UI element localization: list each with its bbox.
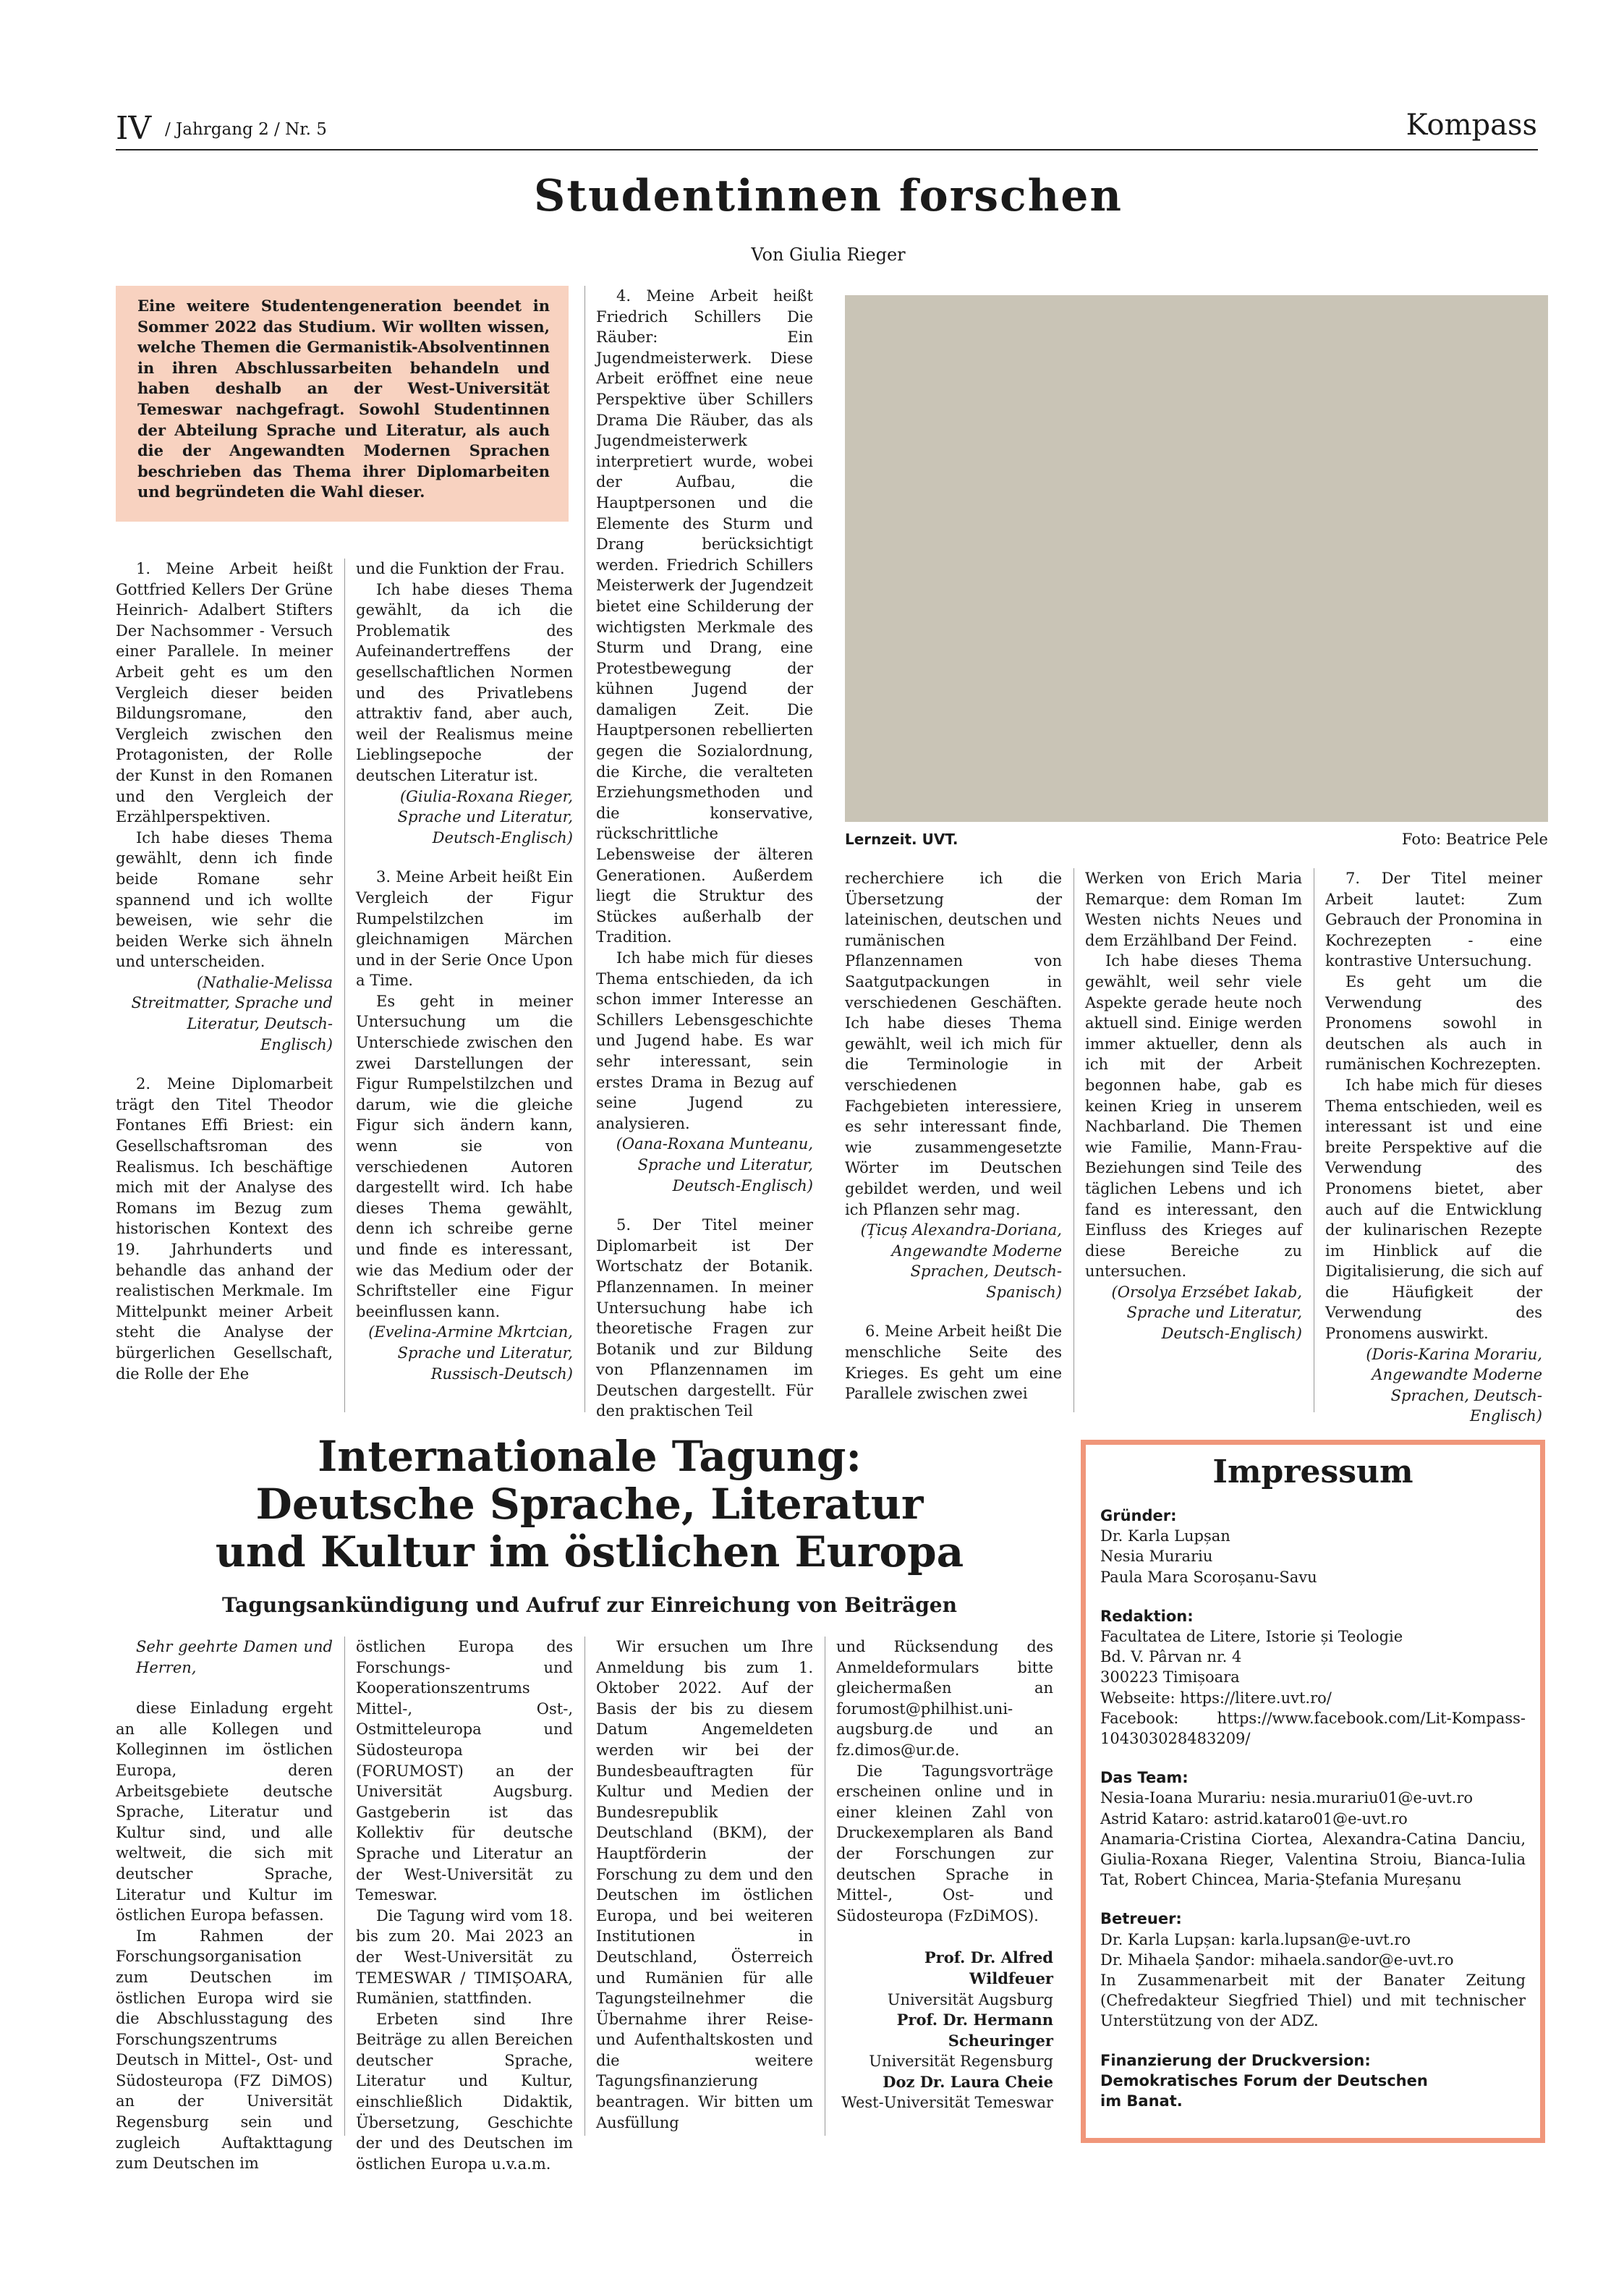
paragraph: Es geht in meiner Untersuchung um die Unterschiede zwischen den zwei Darstellungen der Figur Rumpelstilzchen und darum, wie die gleiche Figur sich ändern kann, wenn sie von verschiedenen Autoren dargestellt wird. Ich habe dieses Thema gewählt, denn ich schreibe gerne und finde es interessant, wie das Medium oder der Schriftsteller eine Figur beeinflussen kann. [356,992,573,1320]
article1-column-5 [1085,868,1302,1363]
paragraph: 7. Der Titel meiner Arbeit lautet: Zum Gebrauch der Pronomina in Kochrezepten - eine kontrastive Untersuchung. [1325,870,1542,970]
conference-subtitle: Tagungsankündigung und Aufruf zur Einreichung von Beiträgen [222,1593,957,1617]
signature: (Evelina-Armine Mkrtcian, Sprache und Literatur, Russisch-Deutsch) [368,1323,573,1383]
photo-credit: Foto: Beatrice Pele [1401,831,1548,848]
impressum-line: Nesia-Ioana Murariu: nesia.murariu01@e-uvt.ro [1100,1789,1474,1807]
article1-column-4 [845,868,1062,1404]
article1-column-1 [116,559,333,1384]
impressum-line: Paula Mara Scoroșanu-Savu [1100,1568,1317,1586]
section-heading: Betreuer: [1100,1910,1182,1928]
paragraph: Ich habe mich für dieses Thema entschieden, weil es interessant ist und eine breite Perspektive auf die Verwendung des Pronomens bietet, aber auch auf die Entwicklung der kulinarischen Rezepte im Hinblick auf die Digitalisierung, die sich auf die Häufigkeit der Verwendung des Pronomens auswirkt. [1325,1076,1542,1343]
article2-column-4 [836,1637,1053,2113]
impressum-line: Astrid Kataro: astrid.kataro01@e-uvt.ro [1100,1809,1408,1828]
paragraph: 2. Meine Diplomarbeit trägt den Titel Theodor Fontanes Effi Briest: ein Gesellschaftsroman des Realismus. Ich beschäftige mich mit der Analyse des Romans im Bezug zum historischen Kontext des 19. Jahrhunderts und behandle das anhand der realistischen Merkmale. Im Mittelpunkt meiner Arbeit steht die Analyse der bürgerlichen Gesellschaft, die Rolle der Ehe [116,1075,333,1383]
signatory-affiliation: West-Universität Temeswar [841,2094,1053,2112]
salutation: Sehr geehrte Damen und Herren, [136,1638,333,1676]
impressum-line: Dr. Karla Lupșan: karla.lupsan@e-uvt.ro [1100,1930,1411,1948]
funding-note: Finanzierung der Druckversion: Demokratisches Forum der Deutschen im Banat. [1100,2051,1428,2110]
banat-coat-of-arms [1443,2025,1529,2126]
article2-column-2 [356,1637,573,2174]
paragraph: 5. Der Titel meiner Diplomarbeit ist Der Wortschatz der Botanik. Pflanzennamen. In meiner Untersuchung habe ich theoretische Fragen zur Botanik und zur Bildung von Pflanzennamen im Deutschen dargestellt. Für den praktischen Teil [596,1216,813,1420]
paragraph: Ich habe dieses Thema gewählt, denn ich finde beide Romane sehr spannend und ich wollte beweisen, wie sehr die beiden Werke sich ähneln und unterscheiden. [116,828,333,971]
masthead: Kompass [1406,109,1537,142]
byline: Von Giulia Rieger [751,245,906,265]
paragraph: Ich habe dieses Thema gewählt, da ich die Problematik des Aufeinandertreffens der gesellschaftlichen Normen und des Privatlebens attraktiv fand, aber auch, weil der Realismus meine Lieblingsepoche der deutschen Literatur ist. [356,580,573,784]
paragraph: Wir ersuchen um Ihre Anmeldung bis zum 1. Oktober 2022. Auf der Basis der bis zu diesem Datum Angemeldeten werden wir bei der Bundesbeauftragten für Kultur und Medien der Bundesrepublik Deutschland (BKM), der Hauptförderin der Forschung zu dem und den Deutschen im östlichen Europa, und bei weiteren Institutionen in Deutschland, Österreich und Rumänien für alle Tagungsteilnehmer die Übernahme ihrer Reise- und Aufenthaltskosten und die weitere Tagungsfinanzierung beantragen. Wir bitten um Ausfüllung [596,1638,813,2131]
article1-column-2 [356,559,573,1403]
title-line: Internationale Tagung: [318,1432,862,1481]
website-link[interactable]: Webseite: https://litere.uvt.ro/ [1100,1689,1332,1707]
issue-info: / Jahrgang 2 / Nr. 5 [165,120,327,139]
paragraph: Im Rahmen der Forschungsorganisation zum Deutschen im östlichen Europa wird sie die Abschlusstagung des Forschungszentrums Deutsch in Mittel-, Ost- und Südosteuropa (FZ DiMOS) an der Universität Regensburg sein und zugleich Auftakttagung zum Deutschen im [116,1927,333,2173]
signatory-name: Prof. Dr. Alfred Wildfeuer [924,1948,1053,1987]
header-rule [116,149,1538,150]
impressum-title: Impressum [1212,1453,1413,1490]
article2-column-1 [116,1637,333,2174]
signature: (Țicuș Alexandra-Doriana, Angewandte Moderne Sprachen, Deutsch-Spanisch) [860,1221,1062,1301]
lead-box [116,286,569,522]
impressum-box [1081,1440,1545,2143]
impressum-line: Facultatea de Litere, Istorie și Teologie [1100,1628,1403,1646]
column-divider [584,286,585,1412]
conference-title [116,1433,1063,1576]
article2-column-3 [596,1637,813,2133]
impressum-line: Nesia Murariu [1100,1548,1213,1566]
signature: (Giulia-Roxana Rieger, Sprache und Literatur, Deutsch-Englisch) [397,787,573,846]
lead-text: Eine weitere Studentengeneration beendet in Sommer 2022 das Studium. Wir wollten wissen, welche Themen die Germanistik-Absolventinnen in ihren Abschlussarbeiten behandeln und haben deshalb an der West-Universität Temeswar nachgefragt. Sowohl Studentinnen der Abteilung Sprache und Literatur, als auch die der Angewandten Modernen Sprachen beschrieben das Thema ihrer Diplomarbeiten und begründeten die Wahl dieser. [137,297,550,501]
signatory-name: Prof. Dr. Hermann Scheuringer [896,2011,1053,2050]
impressum-line: Anamaria-Cristina Ciortea, Alexandra-Catina Danciu, Giulia-Roxana Rieger, Valentina Stroiu, Bianca-Iulia Tat, Robert Chincea, Maria-Ștefania Mureșanu [1100,1830,1526,1889]
paragraph: Ich habe mich für dieses Thema entschieden, da ich schon immer Interesse an Schillers Lebensgeschichte und Jugend habe. Es war sehr interessant, sein erstes Drama in Bezug auf seine Jugend zu analysieren. [596,949,813,1132]
student-photo-illustration [845,295,1548,822]
paragraph: 4. Meine Arbeit heißt Friedrich Schillers Die Räuber: Ein Jugendmeisterwerk. Diese Arbeit eröffnet eine neue Perspektive über Schillers Drama Die Räuber, das als Jugendmeisterwerk interpretiert wurde, wobei der Aufbau, die Hauptpersonen und die Elemente des Sturm und Drang berücksichtigt werden. Friedrich Schillers Meisterwerk der Jugendzeit bietet eine Schilderung der wichtigsten Merkmale des Sturm und Drang, eine Protestbewegung der kühnen Jugend der damaligen Zeit. Die Hauptpersonen rebellierten gegen die Sozialordnung, die Kirche, die veralteten Erziehungsmethoden und die konservative, rückschrittliche Lebensweise der älteren Generationen. Außerdem liegt die Struktur des Stückes außerhalb der Tradition. [596,287,813,946]
impressum-line: Bd. V. Pârvan nr. 4 [1100,1648,1242,1666]
facebook-link[interactable]: Facebook: https://www.facebook.com/Lit-Kompass-104303028483209/ [1100,1709,1526,1748]
paragraph: 6. Meine Arbeit heißt Die menschliche Seite des Krieges. Es geht um eine Parallele zwischen zwei [845,1323,1062,1403]
column-divider [344,559,345,1412]
section-heading: Gründer: [1100,1507,1177,1524]
impressum-line: Dr. Karla Lupșan [1100,1527,1230,1545]
photo-caption: Lernzeit. UVT. [845,831,958,848]
paragraph: recherchiere ich die Übersetzung der lateinischen, deutschen und rumänischen Pflanzennamen von Saatgutpackungen in verschiedenen Geschäften. Ich habe dieses Thema gewählt, weil ich mich für die Terminologie in verschiedenen Fachgebieten interessiere, es sehr interessant finde, wie zusammengesetzte Wörter im Deutschen gebildet werden, und weil ich Pflanzen sehr mag. [845,870,1062,1218]
article-title: Studentinnen forschen [533,171,1123,221]
paragraph: 1. Meine Arbeit heißt Gottfried Kellers Der Grüne Heinrich- Adalbert Stifters Der Nachsommer - Versuch einer Parallele. In meiner Arbeit geht es um den Vergleich dieser beiden Bildungsromane, den Vergleich zwischen den Protagonisten, der Rolle der Kunst in den Romanen und den Vergleich der Erzählperspektiven. [116,560,333,826]
section-heading: Redaktion: [1100,1607,1194,1625]
article1-column-6 [1325,868,1542,1446]
paragraph: 3. Meine Arbeit heißt Ein Vergleich der Figur Rumpelstilzchen im gleichnamigen Märchen und in der Serie Once Upon a Time. [356,868,573,990]
impressum-body [1100,1506,1526,2111]
signatory-name: Doz Dr. Laura Cheie [883,2072,1053,2091]
column-divider [344,1637,345,2136]
signature: (Doris-Karina Morariu, Angewandte Moderne Sprachen, Deutsch-Englisch) [1366,1345,1542,1425]
title-line: Deutsche Sprache, Literatur [255,1480,924,1529]
photo [845,295,1548,822]
article1-column-3 [596,286,813,1422]
impressum-line: Dr. Mihaela Șandor: mihaela.sandor@e-uvt.ro [1100,1951,1454,1969]
paragraph: Werken von Erich Maria Remarque: dem Roman Im Westen nichts Neues und dem Erzählband Der Feind. [1085,870,1302,949]
paragraph: Erbeten sind Ihre Beiträge zu allen Bereichen deutscher Sprache, Literatur und Kultur, einschließlich Didaktik, Übersetzung, Geschichte der und des Deutschen im östlichen Europa u.v.a.m. [356,2010,573,2173]
signature: (Nathalie-Melissa Streitmatter, Sprache und Literatur, Deutsch-Englisch) [131,973,333,1053]
impressum-line: In Zusammenarbeit mit der Banater Zeitung (Chefredakteur Siegfried Thiel) und mit technischer Unterstützung von der ADZ. [1100,1972,1526,2030]
paragraph: und Rücksendung des Anmeldeformulars bitte gleichermaßen an forumost@philhist.uni-augsburg.de und an fz.dimos@ur.de. [836,1638,1053,1759]
page-number: IV [116,110,152,147]
paragraph: Die Tagung wird vom 18. bis zum 20. Mai 2023 an der West-Universität zu TEMESWAR / TIMIȘOARA, Rumänien, stattfinden. [356,1906,573,2008]
title-line: und Kultur im östlichen Europa [215,1527,964,1576]
signature: (Orsolya Erzsébet Iakab, Sprache und Literatur, Deutsch-Englisch) [1111,1283,1302,1343]
paragraph: Es geht um die Verwendung des Pronomens sowohl in deutschen als auch in rumänischen Kochrezepten. [1325,972,1542,1074]
column-divider [584,1637,585,2136]
paragraph: diese Einladung ergeht an alle Kollegen und Kolleginnen im östlichen Europa, deren Arbeitsgebiete deutsche Sprache, Literatur und Kultur sind, und alle weltweit, die sich mit deutscher Sprache, Literatur und Kultur im östlichen Europa befassen. [116,1699,333,1924]
paragraph: Ich habe dieses Thema gewählt, weil sehr viele Aspekte gerade heute noch aktuell sind. Einige werden immer aktueller, denn als ich mit der Arbeit begonnen habe, gab es keinen Krieg in unserem Nachbarland. Die Themen wie Familie, Mann-Frau-Beziehungen sind Teile des täglichen Lebens und ich fand es interessant, den Einfluss des Krieges auf diese Bereiche zu untersuchen. [1085,952,1302,1281]
paragraph: und die Funktion der Frau. [356,560,565,577]
section-heading: Das Team: [1100,1769,1189,1787]
signature: (Oana-Roxana Munteanu, Sprache und Literatur, Deutsch-Englisch) [616,1135,813,1194]
signatory-affiliation: Universität Regensburg [869,2053,1053,2071]
paragraph: östlichen Europa des Forschungs- und Kooperationszentrums Mittel-, Ost-, Ostmitteleuropa und Südosteuropa (FORUMOST) an der Universität Augsburg. Gastgeberin ist das Kollektiv für deutsche Sprache und Literatur an der West-Universität zu Temeswar. [356,1638,573,1904]
impressum-line: 300223 Timișoara [1100,1668,1240,1686]
coat-of-arms-icon [1443,2025,1529,2126]
signatory-affiliation: Universität Augsburg [887,1990,1053,2008]
paragraph: Die Tagungsvorträge erscheinen online und in einer kleinen Zahl von Druckexemplaren als Band der Forschungen zur deutschen Sprache in Mittel-, Ost- und Südosteuropa (FzDiMOS). [836,1762,1053,1924]
